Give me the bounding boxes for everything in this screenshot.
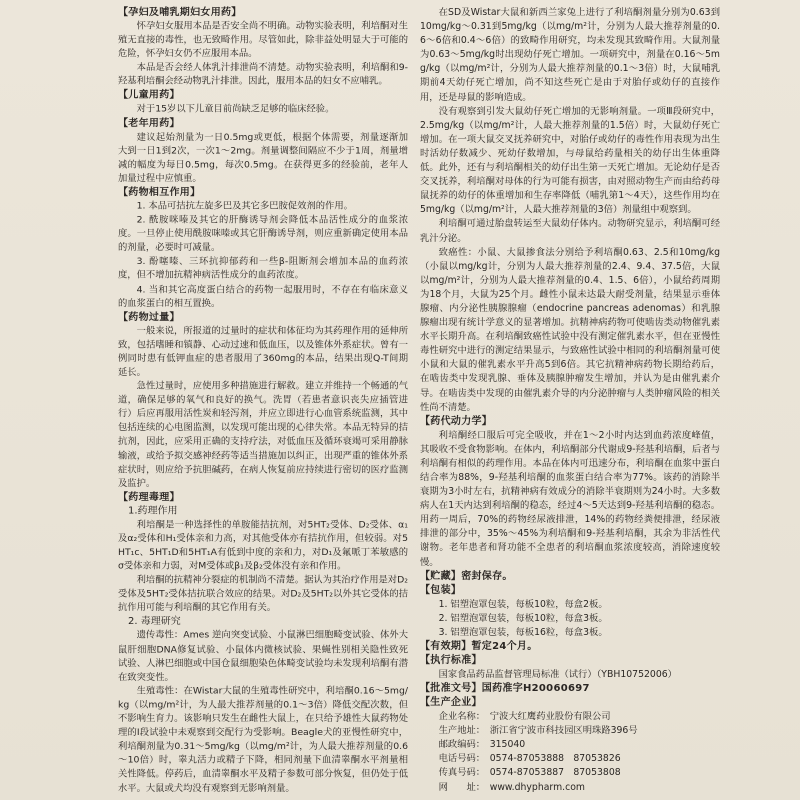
section-heading: 【贮藏】密封保存。 xyxy=(420,570,513,582)
paragraph: 建议起始剂量为一日0.5mg或更低，根据个体需要，剂量逐渐加大到一日1到2次，一次1～2mg。剂量调整间隔应不少于1周，剂量增减的幅度为每日0.5mg，每次0.5mg。在获得更多的经验前，老年人加量过程中应慎重。 xyxy=(118,131,408,184)
paragraph: 急性过量时，应使用多种措施进行解救。建立并维持一个畅通的气道，确保足够的氧气和良好的换气。洗胃（若患者意识丧失应插管进行）后应再服用活性炭和轻泻剂，并应立即进行心血管系统监测，其中包括连续的心电图监测，以发现可能出现的心律失常。本品无特异的拮抗剂，因此，应采用正确的支持疗法，对低血压及循环衰竭可采用静脉输液，或给予拟交感神经药等适当措施加以纠正，出现严重的锥体外系症状时，则应给予抗胆碱药，在病人恢复前应持续进行密切的医疗监测及监护。 xyxy=(118,380,408,489)
paragraph: 利培酮的抗精神分裂症的机制尚不清楚。据认为其治疗作用是对D₂受体及5HT₂受体拮抗联合效应的结果。对D₂及5HT₂以外其它受体的拮抗作用可能与利培酮的其它作用有关。 xyxy=(118,574,408,614)
paragraph: 3. 酚噻嗪、三环抗抑郁药和一些β-阻断剂会增加本品的血药浓度，但不增加抗精神病活性成分的血药浓度。 xyxy=(118,256,408,281)
paragraph: 生殖毒性：在Wistar大鼠的生殖毒性研究中，利培酮0.16～5mg/kg（以mg/m²计，为人最大推荐剂量的0.1～3倍）降低交配次数，但不影响生育力。该影响只发生在雌性大鼠上，在只给予雄性大鼠药物处理的Ⅰ段试验中未观察到交配行为受影响。Beagle犬的亚慢性研究中，利培酮剂量为0.31～5mg/kg（以mg/m²计，为人最大推荐剂量的0.6～10倍）时，睾丸活力或精子下降，相同剂量下血清睾酮水平剂量相关性降低。停药后，血清睾酮水平及精子参数可部分恢复，但仍处于低水平。大鼠或犬均没有观察到无影响剂量。 xyxy=(118,685,408,794)
info-line: 1. 铝塑泡罩包装，每板10粒，每盒2板。 xyxy=(438,598,608,610)
section-heading: 【孕妇及哺乳期妇女用药】 xyxy=(118,6,242,18)
subsection-heading: 2. 毒理研究 xyxy=(128,616,181,628)
paragraph: 本品是否会经人体乳汁排泄尚不清楚。动物实验表明，利培酮和9-羟基利培酮会经动物乳汁排泄。因此，服用本品的妇女不应哺乳。 xyxy=(118,62,408,88)
section-heading: 【包装】 xyxy=(420,584,462,596)
right-text-column xyxy=(420,6,720,795)
info-line: 邮政编码： 315040 xyxy=(438,739,526,751)
paragraph: 对于15岁以下儿童目前尚缺乏足够的临床经验。 xyxy=(136,103,335,115)
info-line: 传真号码： 0574-87053887 87053808 xyxy=(438,767,621,779)
section-heading: 【药物相互作用】 xyxy=(118,186,201,198)
left-text-column xyxy=(118,6,408,796)
section-heading: 【药理毒理】 xyxy=(118,491,180,503)
paragraph: 没有观察到引发大鼠幼仔死亡增加的无影响剂量。一项Ⅲ段研究中，2.5mg/kg（以mg/m²计，人最大推荐剂量的1.5倍）时，大鼠幼仔死亡增加。在一项大鼠交叉抚养研究中，对胎仔或幼仔的毒性作用表现为出生时活幼仔数减少、死幼仔数增加，与母鼠给药量相关的幼仔出生体重降低。此外，还有与利培酮相关的幼仔出生第一天死亡增加。无论幼仔是否交叉抚养，利培酮对母体的行为可能有损害，由对照动物生产而由给药母鼠抚养的幼仔的体重增加和生存率降低（哺乳第1～4天），这些作用均在5mg/kg（以mg/m²计，人最大推荐剂量的3倍）剂量组中观察到。 xyxy=(420,105,720,216)
paragraph: 国家食品药品监督管理局标准（试行）（YBH10752006） xyxy=(438,668,677,680)
info-line: 3. 铝塑泡罩包装，每板16粒，每盒3板。 xyxy=(438,626,608,638)
section-heading: 【药代动力学】 xyxy=(420,415,493,427)
section-heading: 【老年用药】 xyxy=(118,117,180,129)
section-heading: 【执行标准】 xyxy=(420,654,482,666)
section-heading: 【批准文号】国药准字H20060697 xyxy=(420,683,590,695)
paragraph: 1. 本品可拮抗左旋多巴及其它多巴胺促效剂的作用。 xyxy=(136,200,353,212)
paragraph: 遗传毒性：Ames 逆向突变试验、小鼠淋巴细胞畸变试验、体外大鼠肝细胞DNA修复试验、小鼠体内微核试验、果蝇性别相关隐性致死试验、人淋巴细胞或中国仓鼠细胞染色体畸变试验均未发现利培酮有潜在致突变性。 xyxy=(118,630,408,683)
info-line: 网 址： www.dhypharm.com xyxy=(438,781,585,793)
paragraph: 利培酮经口服后可完全吸收，并在1～2小时内达到血药浓度峰值，其吸收不受食物影响。在体内，利培酮部分代谢成9-羟基利培酮，后者与利培酮有相似的药理作用。本品在体内可迅速分布，利培酮在血浆中蛋白结合率为88%，9-羟基利培酮的血浆蛋白结合率为77%。该药的消除半衰期为3小时左右，抗精神病有效成分的消除半衰期则为24小时。大多数病人在1天内达到利培酮的稳态，经过4～5天达到9-羟基利培酮的稳态。用药一周后，70%的药物经尿液排泄，14%的药物经粪便排泄，经尿液排泄的部分中，35%～45%为利培酮和9-羟基利培酮，其余为非活性代谢物。老年患者和肾功能不全患者的利培酮血浆浓度较高，消除速度较慢。 xyxy=(420,429,720,568)
info-line: 企业名称： 宁波大红鹰药业股份有限公司 xyxy=(438,711,611,723)
paragraph: 怀孕妇女服用本品是否安全尚不明确。动物实验表明，利培酮对生殖无直接的毒性，也无致畸作用。尽管如此，除非益处明显大于可能的危险，怀孕妇女仍不应服用本品。 xyxy=(118,20,408,60)
section-heading: 【儿童用药】 xyxy=(118,90,180,101)
paragraph: 4. 当和其它高度蛋白结合的药物一起服用时，不存在有临床意义的血浆蛋白的相互置换。 xyxy=(118,283,408,309)
section-heading: 【药物过量】 xyxy=(118,311,180,323)
paragraph: 致癌性：小鼠、大鼠掺食法分别给予利培酮0.63、2.5和10mg/kg（小鼠以mg/kg计，分别为人最大推荐剂量的2.4、9.4、37.5倍，大鼠以mg/m²计，分别为人最大推荐剂量的0.4、1.5、6倍），小鼠给药周期为18个月，大鼠为25个月。雌性小鼠未达最大耐受剂量，结果显示垂体腺瘤、内分泌性胰腺腺瘤（endocrine pancreas adenomas）和乳腺腺瘤出现有统计学意义的显著增加。抗精神病药物可使啮齿类动物催乳素水平长期升高。在利培酮致癌性试验中没有测定催乳素水平，但在亚慢性毒性研究中进行的测定结果显示，与致癌性试验中相同的利培酮剂量可使小鼠和大鼠的催乳素水平升高5到6倍。其它抗精神病药物长期给药后，在啮齿类中发现乳腺、垂体及胰腺肿瘤发生增加，并认为是由催乳素介导。在啮齿类中发现的由催乳素介导的内分泌肿瘤与人类肿瘤风险的相关性尚不清楚。 xyxy=(420,246,720,413)
info-line: 2. 铝塑泡罩包装，每板10粒，每盒3板。 xyxy=(438,612,608,624)
paragraph: 在SD及Wistar大鼠和新西兰家兔上进行了利培酮剂量分别为0.63到10mg/kg～0.31到5mg/kg（以mg/m²计，分别为人最大推荐剂量的0.6～6倍和0.4～6倍）的致畸作用研究，均未发现其致畸作用。大鼠剂量为0.63～5mg/kg时出现幼仔死亡增加。一项研究中，剂量在0.16～5mg/kg（以mg/m²计，分别为人最大推荐剂量的0.1～3倍）时，大鼠哺乳期前4天幼仔死亡增加，尚不知这些死亡是由于对胎仔或幼仔的直接作用，还是母鼠的影响造成。 xyxy=(420,7,720,103)
info-line: 电话号码： 0574-87053888 87053826 xyxy=(438,753,621,765)
paragraph: 一般来说，所报道的过量时的症状和体征均为其药理作用的延伸所致，包括嗜睡和镇静、心动过速和低血压，以及锥体外系症状。曾有一例同时患有低钾血症的患者服用了360mg的本品，结果出现Q-T间期延长。 xyxy=(118,325,408,378)
paragraph: 2. 酰胺咪嗪及其它的肝酶诱导剂会降低本品活性成分的血浆浓度。一旦停止使用酰胺咪嗪或其它肝酶诱导剂，则应重新确定使用本品的剂量，必要时可减量。 xyxy=(118,214,408,254)
paragraph: 利培酮可通过胎盘转运至大鼠幼仔体内。动物研究显示，利培酮可经乳汁分泌。 xyxy=(420,218,720,244)
info-line: 生产地址： 浙江省宁波市科技园区明珠路396号 xyxy=(438,725,638,737)
subsection-heading: 1.药理作用 xyxy=(128,505,178,517)
section-heading: 【生产企业】 xyxy=(420,697,482,709)
paragraph: 利培酮是一种选择性的单胺能拮抗剂，对5HT₂受体、D₂受体、α₁及α₂受体和H₁受体亲和力高，对其他受体亦有拮抗作用，但较弱。对5HT₁c、5HT₁D和5HT₁A有低到中度的亲和力，对D₁及氟哌丁苯敏感的σ受体亲和力弱，对M受体或β₁及β₂受体没有亲和作用。 xyxy=(118,519,408,572)
section-heading: 【有效期】暂定24个月。 xyxy=(420,640,538,652)
